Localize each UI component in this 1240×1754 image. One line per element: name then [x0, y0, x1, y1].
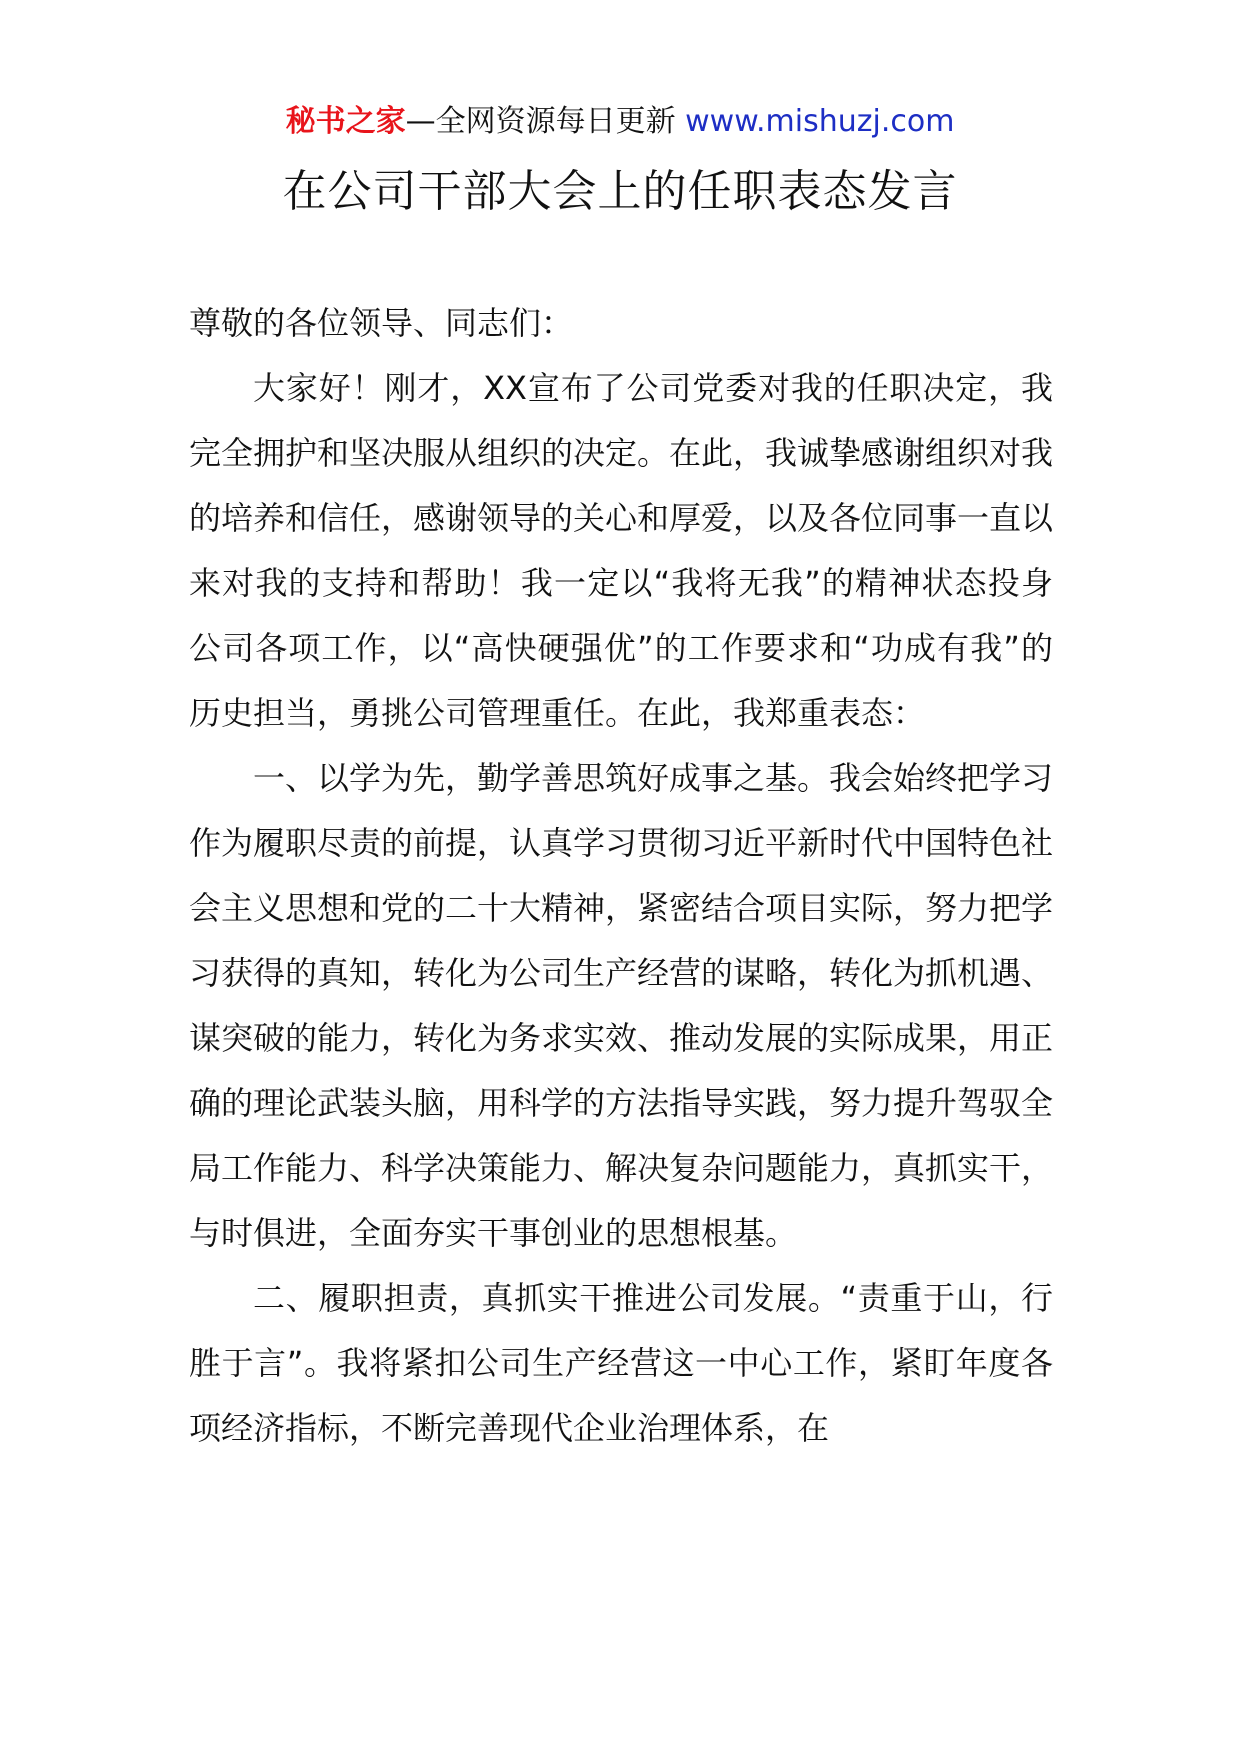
paragraph-intro: 大家好！刚才，XX宣布了公司党委对我的任职决定，我完全拥护和坚决服从组织的决定。在此，我诚挚感谢组织对我的培养和信任，感谢领导的关心和厚爱，以及各位同事一直以来对我的支持和帮助！我一定以“我将无我”的精神状态投身公司各项工作，以“高快硬强优”的工作要求和“功成有我”的历史担当，勇挑公司管理重任。在此，我郑重表态：	[189, 369, 1054, 732]
site-brand: 秘书之家	[285, 104, 406, 139]
paragraph-point-two: 二、履职担责，真抓实干推进公司发展。“责重于山，行胜于言”。我将紧扣公司生产经营这一中心工作，紧盯年度各项经济指标，不断完善现代企业治理体系，在	[189, 1279, 1053, 1447]
document-body	[189, 291, 1053, 1461]
site-banner	[0, 100, 1240, 144]
salutation: 尊敬的各位领导、同志们：	[189, 304, 574, 342]
site-slogan: —全网资源每日更新	[405, 104, 686, 139]
site-url-link[interactable]: www.mishuzj.com	[685, 104, 955, 139]
paragraph-point-one: 一、以学为先，勤学善思筑好成事之基。我会始终把学习作为履职尽责的前提，认真学习贯彻习近平新时代中国特色社会主义思想和党的二十大精神，紧密结合项目实际，努力把学习获得的真知，转化为公司生产经营的谋略，转化为抓机遇、谋突破的能力，转化为务求实效、推动发展的实际成果，用正确的理论武装头脑，用科学的方法指导实践，努力提升驾驭全局工作能力、科学决策能力、解决复杂问题能力，真抓实干，与时俱进，全面夯实干事创业的思想根基。	[189, 759, 1054, 1252]
document-title: 在公司干部大会上的任职表态发言	[282, 166, 958, 217]
